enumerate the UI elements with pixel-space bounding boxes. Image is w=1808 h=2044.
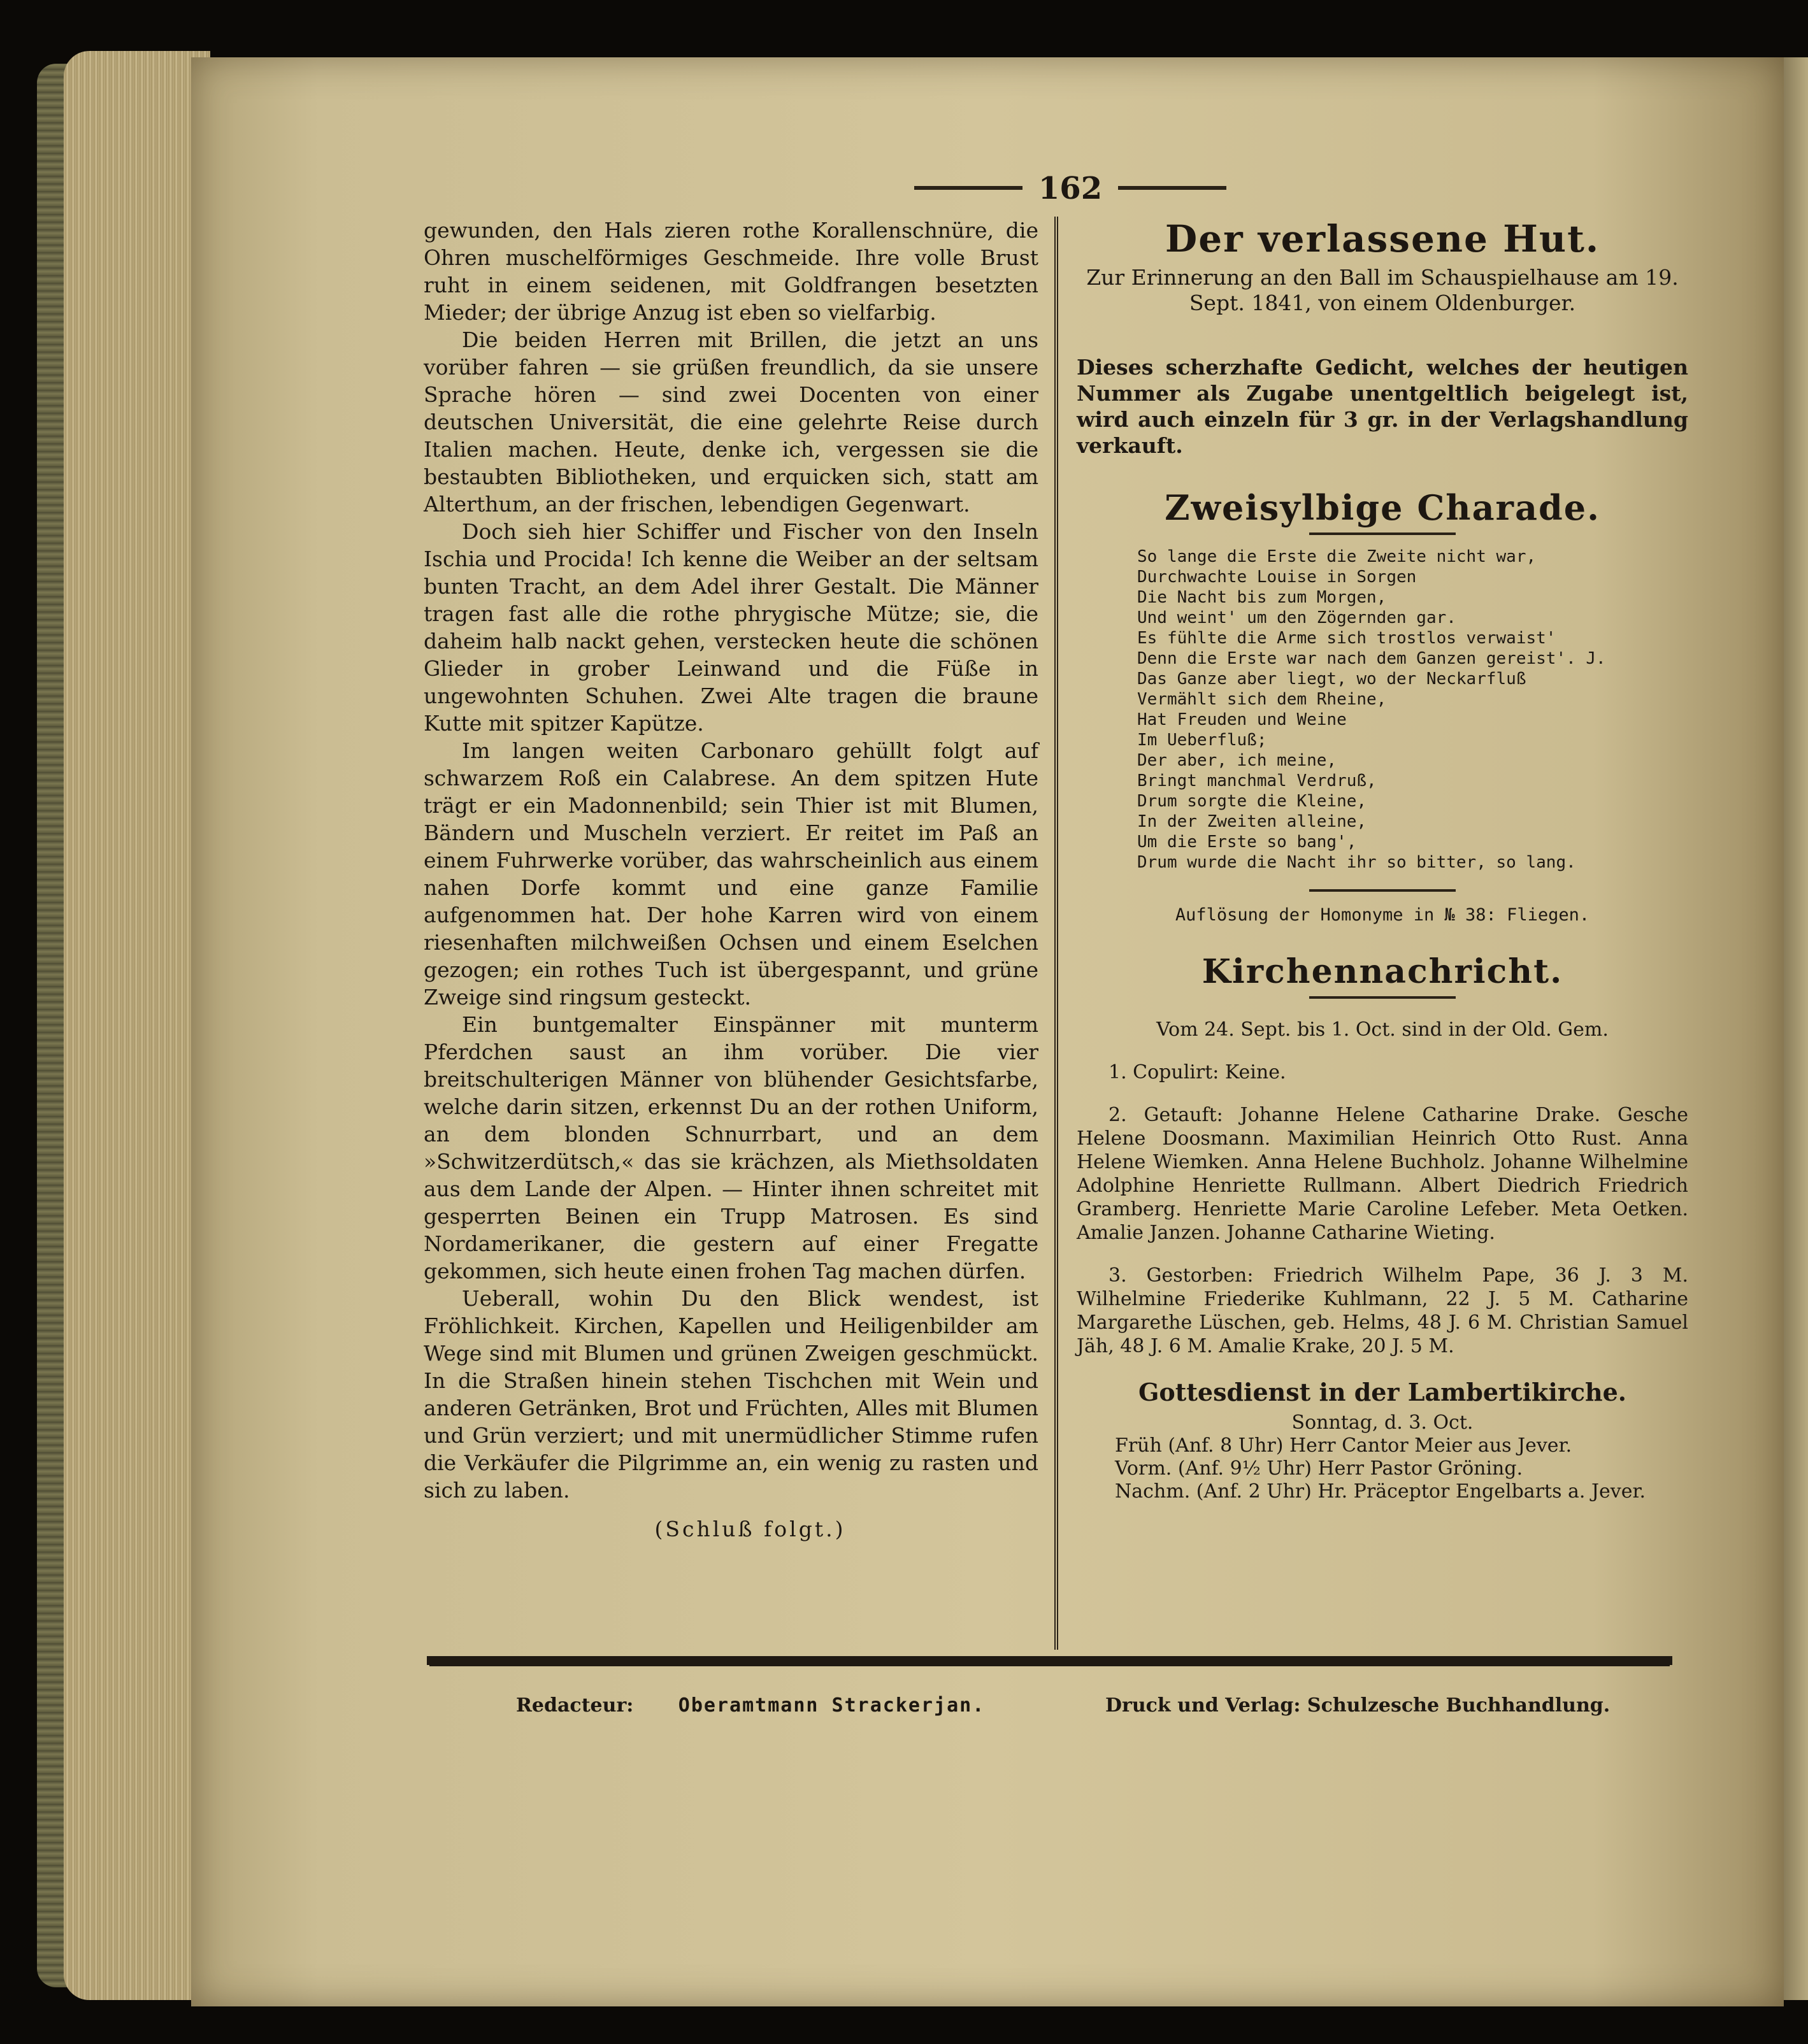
poem-line: Um die Erste so bang', — [1137, 833, 1357, 852]
paragraph: Ein buntgemalter Einspänner mit munterm Pferdchen saust an ihm vorüber. Die vier breitschulterigen Männer von blühender Gesichtsfarbe, welche darin sitzen, erkennst Du an der rothen Uniform, an dem blonden Schnurrbart, und an dem »Schwitzerdütsch,« das sie krächzen, als Miethsoldaten aus dem Lande der Alpen. — Hinter ihnen schreitet mit gesperrten Beinen ein Trupp Matrosen. Es sind Nordamerikaner, die gestern auf einer Fregatte gekommen, sich heute einen frohen Tag machen dürfen. — [424, 1012, 1038, 1283]
column-divider — [1054, 217, 1058, 1650]
section-rule — [1309, 889, 1456, 892]
paragraph: Im langen weiten Carbonaro gehüllt folgt auf schwarzem Roß ein Calabrese. An dem spitzen Hute trägt er ein Madonnenbild; sein Thier ist mit Blumen, Bändern und Muscheln verziert. Er reitet im Paß an einem Fuhrwerke vorüber, das wahrscheinlich aus einem nahen Dorfe kommt und eine ganze Familie aufgenommen hat. Der hohe Karren wird von einem riesenhaften milchweißen Ochsen und einem Eselchen gezogen; ein rothes Tuch ist übergespannt, und grüne Zweige sind ringsum gesteckt. — [424, 738, 1038, 1010]
section-rule — [1309, 532, 1456, 535]
poem-line: Das Ganze aber liegt, wo der Neckarfluß — [1137, 669, 1526, 689]
right-column — [1077, 217, 1688, 1580]
poem-line: Denn die Erste war nach dem Ganzen gereist'. J. — [1137, 649, 1606, 668]
page-number: 162 — [1038, 171, 1103, 206]
header-rule-right — [1118, 186, 1226, 190]
service-line: Vorm. (Anf. 9½ Uhr) Herr Pastor Gröning. — [1115, 1457, 1523, 1480]
church-news — [1077, 1018, 1688, 1358]
hat-notice: Dieses scherzhafte Gedicht, welches der heutigen Nummer als Zugabe unentgeltlich beigelegt ist, wird auch einzeln für 3 gr. in der Verlagshandlung verkauft. — [1077, 355, 1688, 458]
poem-line: Bringt manchmal Verdruß, — [1137, 771, 1377, 790]
poem-line: So lange die Erste die Zweite nicht war, — [1137, 547, 1537, 566]
editor-line — [516, 1694, 985, 1717]
publisher-line: Druck und Verlag: Schulzesche Buchhandlung. — [1105, 1694, 1611, 1717]
paragraph: Die beiden Herren mit Brillen, die jetzt an uns vorüber fahren — sie grüßen freundlich, da sie unsere Sprache hören — sind zwei Docenten von einer deutschen Universität, die eine gelehrte Reise durch Italien machen. Heute, denke ich, vergessen sie die bestaubten Bibliotheken, und erquicken sich, statt am Alterthum, an der frischen, lebendigen Gegenwart. — [424, 327, 1038, 517]
paragraph: Doch sieh hier Schiffer und Fischer von den Inseln Ischia und Procida! Ich kenne die Weiber an der seltsam bunten Tracht, an dem Adel ihrer Gestalt. Die Männer tragen fast alle die rothe phrygische Mütze; sie, die daheim halb nackt gehen, verstecken heute die schönen Glieder in grober Leinwand und die Füße in ungewohnten Schuhen. Zwei Alte tragen die braune Kutte mit spitzer Kapütze. — [424, 519, 1038, 736]
editor-name: Oberamtmann Strackerjan. — [678, 1694, 986, 1717]
section-rule — [1309, 996, 1456, 999]
poem-line: Es fühlte die Arme sich trostlos verwaist' — [1137, 629, 1556, 648]
poem-line: Die Nacht bis zum Morgen, — [1137, 588, 1387, 607]
homonym-solution: Auflösung der Homonyme in № 38: Fliegen. — [1175, 905, 1590, 925]
poem-line: Im Ueberfluß; — [1137, 731, 1267, 750]
poem-line: Hat Freuden und Weine — [1137, 710, 1347, 729]
baptisms: 2. Getauft: Johanne Helene Catharine Drake. Gesche Helene Doosmann. Maximilian Heinrich Otto Rust. Anna Helene Wiemken. Anna Helene Buchholz. Johanne Wilhelmine Adolphine Henriette Rullmann. Albert Diedrich Friedrich Gramberg. Henriette Marie Caroline Lefeber. Meta Oetken. Amalie Janzen. Johanne Catharine Wieting. — [1077, 1104, 1688, 1244]
header-rule-left — [914, 186, 1022, 190]
hat-subtitle: Zur Erinnerung an den Ball im Schauspielhause am 19. Sept. 1841, von einem Oldenburger. — [1086, 265, 1679, 315]
footer-rule — [427, 1656, 1672, 1665]
church-news-title: Kirchennachricht. — [1202, 952, 1563, 991]
poem-line: Drum sorgte die Kleine, — [1137, 792, 1367, 811]
deaths: 3. Gestorben: Friedrich Wilhelm Pape, 36 J. 3 M. Wilhelmine Friederike Kuhlmann, 22 J. 5 M. Catharine Margarethe Lüschen, geb. Helms, 48 J. 6 M. Christian Samuel Jäh, 48 J. 6 M. Amalie Krake, 20 J. 5 M. — [1077, 1264, 1688, 1357]
poem-line: Vermählt sich dem Rheine, — [1137, 690, 1387, 709]
poem-line: In der Zweiten alleine, — [1137, 812, 1367, 831]
paragraph: Ueberall, wohin Du den Blick wendest, ist Fröhlichkeit. Kirchen, Kapellen und Heiligenbilder am Wege sind mit Blumen und grünen Zweigen geschmückt. In die Straßen hinein stehen Tischchen mit Wein und anderen Getränken, Brot und Früchten, Alles mit Blumen und Grün verziert; und mit unermüdlicher Stimme rufen die Verkäufer die Pilgrimme an, ein wenig zu rasten und sich zu laben. — [424, 1286, 1038, 1503]
hat-title: Der verlassene Hut. — [1165, 217, 1600, 261]
service-title: Gottesdienst in der Lambertikirche. — [1138, 1378, 1626, 1406]
charade-poem — [1137, 547, 1688, 873]
poem-line: Drum wurde die Nacht ihr so bitter, so lang. — [1137, 853, 1576, 872]
service-day: Sonntag, d. 3. Oct. — [1291, 1412, 1474, 1434]
marriages: 1. Copulirt: Keine. — [1108, 1061, 1286, 1083]
charade-title: Zweisylbige Charade. — [1165, 487, 1600, 528]
poem-line: Und weint' um den Zögernden gar. — [1137, 608, 1456, 627]
left-column — [424, 217, 1038, 1541]
paragraph: gewunden, den Hals zieren rothe Korallenschnüre, die Ohren muschelförmiges Geschmeide. Ihre volle Brust ruht in einem seidenen, mit Goldfrangen besetzten Mieder; der übrige Anzug ist eben so vielfarbig. — [424, 218, 1038, 325]
editor-label: Redacteur: — [516, 1694, 634, 1717]
service-line: Früh (Anf. 8 Uhr) Herr Cantor Meier aus Jever. — [1115, 1434, 1572, 1457]
to-be-continued: (Schluß folgt.) — [654, 1517, 846, 1541]
service-line: Nachm. (Anf. 2 Uhr) Hr. Präceptor Engelbarts a. Jever. — [1115, 1480, 1646, 1503]
poem-line: Durchwachte Louise in Sorgen — [1137, 568, 1417, 587]
book-page-edges — [64, 51, 210, 2000]
church-period: Vom 24. Sept. bis 1. Oct. sind in der Old. Gem. — [1156, 1018, 1609, 1041]
poem-line: Der aber, ich meine, — [1137, 751, 1337, 770]
